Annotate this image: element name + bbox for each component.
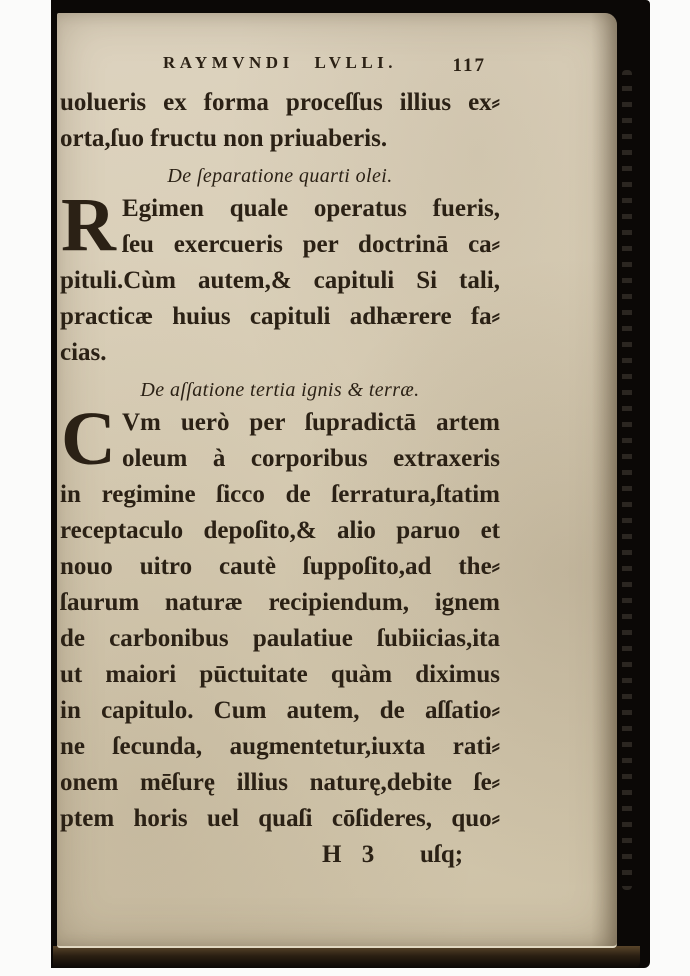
signature-line bbox=[60, 837, 500, 873]
text-line: ut maiori pūctuitate quàm diximus bbox=[60, 661, 500, 688]
text-line: receptaculo depoſito,& alio paruo et bbox=[60, 517, 500, 544]
text-line: ne ſecunda, augmentetur,iuxta rati⸗ bbox=[60, 733, 500, 760]
text-line: ſeu exercueris per doctrinā ca⸗ bbox=[122, 231, 500, 258]
paragraph bbox=[60, 183, 500, 371]
drop-cap: C bbox=[61, 397, 116, 481]
text-line: nouo uitro cautè ſuppoſito,ad the⸗ bbox=[60, 553, 500, 580]
book-page bbox=[57, 13, 617, 948]
text-line: in regimine ſicco de ſerratura,ſtatim bbox=[60, 481, 500, 508]
text-line: practicæ huius capituli adhærere fa⸗ bbox=[60, 303, 500, 330]
text-line: Vm uerò per ſupradictā artem bbox=[122, 409, 500, 436]
text-line: Egimen quale operatus fueris, bbox=[122, 195, 500, 222]
catchword: uſq; bbox=[420, 841, 464, 868]
text-line: orta,ſuo fructu non priuaberis. bbox=[60, 125, 388, 152]
text-line: cias. bbox=[60, 339, 107, 366]
text-line: uolueris ex forma proceſſus illius ex⸗ bbox=[60, 89, 500, 116]
section-heading: De ſeparatione quarti olei. bbox=[167, 165, 393, 187]
section-heading: De aſſatione tertia ignis & terræ. bbox=[140, 379, 420, 401]
text-line: ptem horis uel quaſi cōſideres, quo⸗ bbox=[60, 805, 500, 832]
text-line: in capitulo. Cum autem, de aſſatio⸗ bbox=[60, 697, 500, 724]
text-line: pituli.Cùm autem,& capituli Si tali, bbox=[60, 267, 500, 294]
page-header bbox=[60, 53, 500, 83]
running-title: RAYMVNDI LVLLI. bbox=[162, 53, 398, 72]
text-line: de carbonibus paulatiue ſubiicias,ita bbox=[60, 625, 500, 652]
book-photo bbox=[51, 0, 650, 968]
page-number: 117 bbox=[452, 55, 486, 76]
text-line: oleum à corporibus extraxeris bbox=[122, 445, 500, 472]
text-line: onem mēſurę illius naturę,debite ſe⸗ bbox=[60, 769, 500, 796]
drop-cap: R bbox=[61, 183, 116, 267]
page-fore-edge bbox=[622, 70, 632, 890]
book-bottom-edge bbox=[53, 946, 640, 968]
quire-signature: H 3 bbox=[322, 841, 375, 868]
paragraph bbox=[60, 397, 500, 837]
text-block bbox=[60, 53, 500, 873]
text-line: ſaurum naturæ recipiendum, ignem bbox=[60, 589, 500, 616]
